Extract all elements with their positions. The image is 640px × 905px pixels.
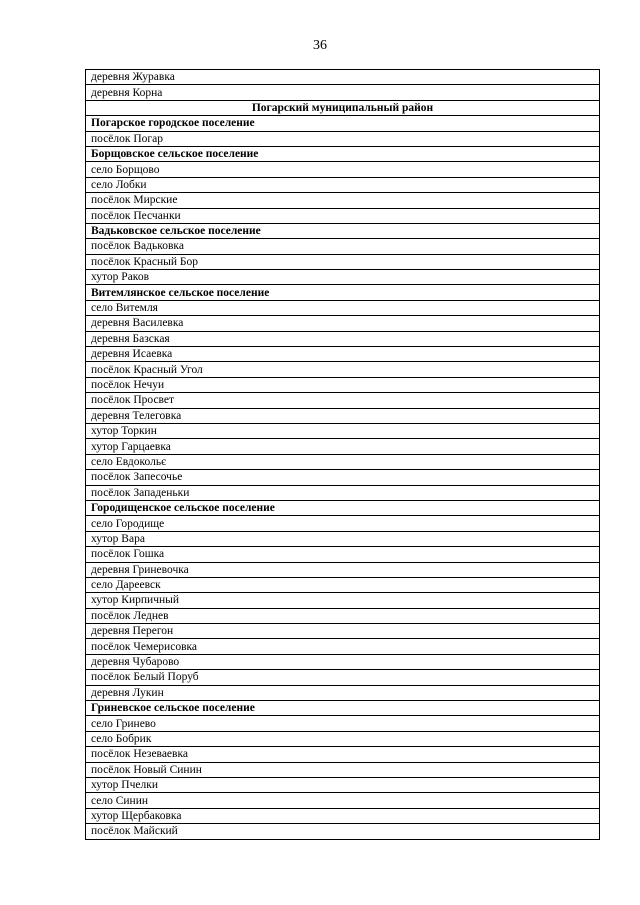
locality-row [86,624,600,639]
locality-cell: деревня Перегон [86,624,600,639]
locality-cell: хутор Пчелки [86,777,600,792]
locality-row [86,747,600,762]
settlement-header-row [86,500,600,515]
locality-row [86,177,600,192]
locality-row [86,670,600,685]
locality-row [86,193,600,208]
settlement-cell: Погарское городское поселение [86,116,600,131]
locality-row [86,254,600,269]
locality-cell: село Бобрик [86,731,600,746]
locality-cell: деревня Журавка [86,70,600,85]
settlement-header-row [86,223,600,238]
locality-row [86,439,600,454]
locality-cell: посёлок Красный Угол [86,362,600,377]
locality-row [86,824,600,839]
settlements-table [85,69,600,840]
locality-cell: село Гринево [86,716,600,731]
locality-cell: село Борщово [86,162,600,177]
locality-row [86,485,600,500]
locality-cell: посёлок Красный Бор [86,254,600,269]
locality-row [86,347,600,362]
locality-row [86,239,600,254]
settlement-header-row [86,701,600,716]
locality-row [86,639,600,654]
locality-row [86,608,600,623]
locality-cell: деревня Чубарово [86,654,600,669]
locality-row [86,762,600,777]
locality-cell: посёлок Гошка [86,547,600,562]
locality-cell: посёлок Новый Синин [86,762,600,777]
locality-row [86,547,600,562]
locality-cell: хутор Торкин [86,423,600,438]
district-cell: Погарский муниципальный район [86,100,600,115]
locality-row [86,577,600,592]
locality-cell: село Дареевск [86,577,600,592]
locality-row [86,393,600,408]
locality-cell: село Витемля [86,300,600,315]
locality-row [86,208,600,223]
locality-cell: деревня Василевка [86,316,600,331]
settlement-cell: Городищенское сельское поселение [86,500,600,515]
locality-row [86,270,600,285]
locality-row [86,70,600,85]
locality-cell: посёлок Вадьковка [86,239,600,254]
settlement-header-row [86,116,600,131]
locality-row [86,654,600,669]
locality-row [86,316,600,331]
locality-cell: посёлок Майский [86,824,600,839]
locality-row [86,516,600,531]
locality-row [86,777,600,792]
locality-cell: село Евдокольє [86,454,600,469]
locality-cell: посёлок Погар [86,131,600,146]
locality-cell: хутор Раков [86,270,600,285]
locality-cell: посёлок Нечуи [86,377,600,392]
locality-row [86,162,600,177]
locality-row [86,593,600,608]
settlement-cell: Вадьковское сельское поселение [86,223,600,238]
locality-cell: деревня Гриневочка [86,562,600,577]
locality-row [86,362,600,377]
locality-row [86,562,600,577]
locality-cell: посёлок Мирские [86,193,600,208]
locality-row [86,408,600,423]
locality-row [86,85,600,100]
locality-cell: хутор Вара [86,531,600,546]
locality-row [86,331,600,346]
locality-cell: село Лобки [86,177,600,192]
locality-cell: посёлок Просвет [86,393,600,408]
page-number: 36 [313,38,327,53]
locality-cell: посёлок Песчанки [86,208,600,223]
settlements-table-body [86,70,600,840]
locality-row [86,685,600,700]
locality-row [86,531,600,546]
locality-row [86,470,600,485]
locality-cell: деревня Корна [86,85,600,100]
locality-cell: хутор Кирпичный [86,593,600,608]
locality-cell: посёлок Запесочье [86,470,600,485]
locality-cell: хутор Щербаковка [86,808,600,823]
locality-row [86,454,600,469]
locality-row [86,377,600,392]
locality-cell: посёлок Леднев [86,608,600,623]
locality-row [86,300,600,315]
locality-cell: село Синин [86,793,600,808]
locality-row [86,716,600,731]
locality-cell: посёлок Чемерисовка [86,639,600,654]
locality-cell: село Городище [86,516,600,531]
locality-cell: деревня Телеговка [86,408,600,423]
locality-row [86,793,600,808]
locality-row [86,423,600,438]
locality-cell: деревня Базская [86,331,600,346]
locality-row [86,808,600,823]
settlement-cell: Борщовское сельское поселение [86,146,600,161]
locality-cell: деревня Исаевка [86,347,600,362]
settlement-cell: Гриневское сельское поселение [86,701,600,716]
locality-cell: посёлок Незеваевка [86,747,600,762]
settlement-header-row [86,285,600,300]
settlement-cell: Витемлянское сельское поселение [86,285,600,300]
district-header-row [86,100,600,115]
locality-cell: деревня Лукин [86,685,600,700]
settlement-header-row [86,146,600,161]
locality-cell: хутор Гарцаевка [86,439,600,454]
locality-cell: посёлок Западеньки [86,485,600,500]
locality-row [86,731,600,746]
locality-row [86,131,600,146]
locality-cell: посёлок Белый Поруб [86,670,600,685]
